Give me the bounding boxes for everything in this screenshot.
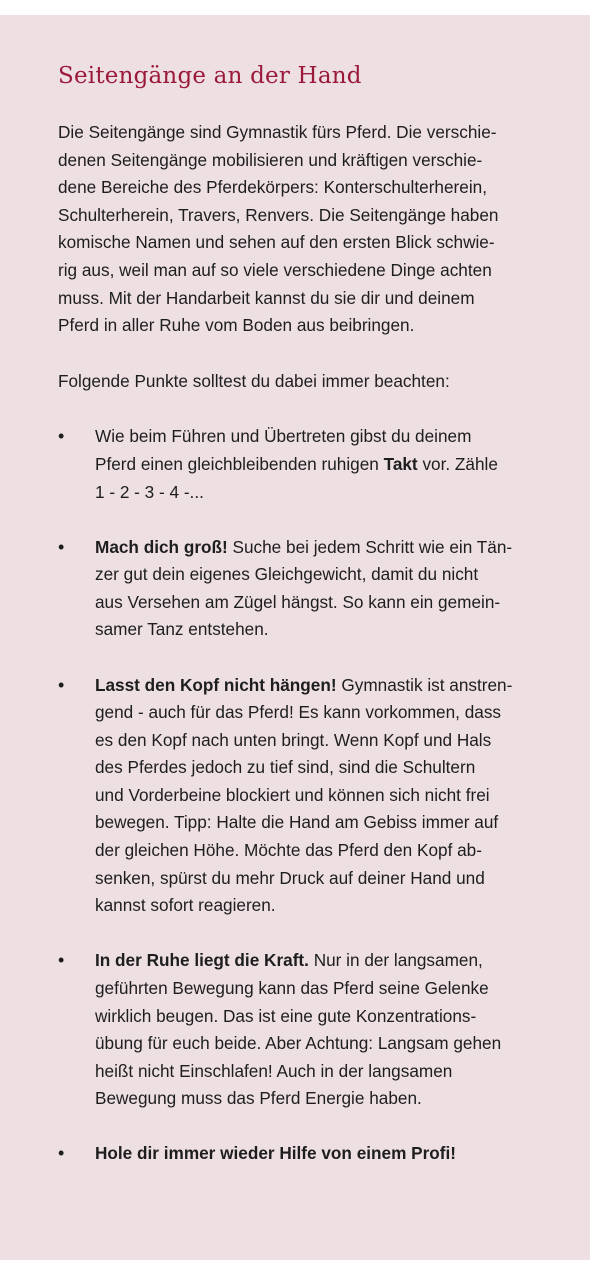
text-run: aus Versehen am Zügel hängst. So kann ein gemein- (95, 591, 501, 612)
text-run: es den Kopf nach unten bringt. Wenn Kopf und Hals (95, 729, 492, 750)
list-item (58, 534, 538, 644)
intro-line: Pferd in aller Ruhe vom Boden aus beibringen. (58, 315, 415, 336)
bullet-icon: • (58, 674, 65, 695)
text-run: zer gut dein eigenes Gleichgewicht, damit du nicht (95, 564, 479, 585)
text-run: wirklich beugen. Das ist eine gute Konzentrations- (95, 1005, 477, 1026)
intro-line: Schulterherein, Travers, Renvers. Die Seitengänge haben (58, 204, 499, 225)
text-run: geführten Bewegung kann das Pferd seine Gelenke (95, 977, 489, 998)
intro-line: denen Seitengänge mobilisieren und kräftigen verschie- (58, 149, 483, 170)
text-run: Wie beim Führen und Übertreten gibst du deinem (95, 426, 472, 447)
bold-text: Mach dich groß! (95, 536, 228, 557)
text-run: übung für euch beide. Aber Achtung: Langsam gehen (95, 1033, 502, 1054)
bullet-icon: • (58, 426, 65, 447)
text-run: Pferd einen gleichbleibenden ruhigen (95, 453, 384, 474)
bullet-icon: • (58, 1143, 65, 1164)
intro-line: dene Bereiche des Pferdekörpers: Konterschulterherein, (58, 177, 487, 198)
article (58, 63, 538, 1196)
text-run: der gleichen Höhe. Möchte das Pferd den Kopf ab- (95, 840, 482, 861)
list-item (58, 423, 538, 506)
text-run: 1 - 2 - 3 - 4 -... (95, 481, 204, 502)
text-run: Nur in der langsamen, (308, 950, 483, 971)
lead-paragraph: Folgende Punkte solltest du dabei immer beachten: (58, 370, 450, 391)
list-item (58, 947, 538, 1113)
text-run: samer Tanz entstehen. (95, 619, 269, 640)
text-run: senken, spürst du mehr Druck auf deiner Hand und (95, 867, 485, 888)
text-run: bewegen. Tipp: Halte die Hand am Gebiss immer auf (95, 812, 499, 833)
bold-text: Takt (383, 453, 418, 474)
text-run: Bewegung muss das Pferd Energie haben. (95, 1088, 422, 1109)
text-run: Gymnastik ist anstren- (336, 674, 513, 695)
text-run: Suche bei jedem Schritt wie ein Tän- (227, 536, 513, 557)
list-item (58, 1140, 538, 1168)
list-item (58, 672, 538, 920)
text-run: gend - auch für das Pferd! Es kann vorkommen, dass (95, 702, 502, 723)
bullet-icon: • (58, 950, 65, 971)
page-title: Seitengänge an der Hand (58, 63, 362, 89)
bold-text: In der Ruhe liegt die Kraft. (95, 950, 309, 971)
intro-paragraph (58, 119, 538, 340)
bold-text: Lasst den Kopf nicht hängen! (95, 674, 337, 695)
text-run: und Vorderbeine blockiert und können sich nicht frei (95, 784, 490, 805)
intro-line: muss. Mit der Handarbeit kannst du sie dir und deinem (58, 287, 475, 308)
text-run: kannst sofort reagieren. (95, 895, 276, 916)
intro-line: Die Seitengänge sind Gymnastik fürs Pferd. Die verschie- (58, 122, 497, 142)
text-run: heißt nicht Einschlafen! Auch in der langsamen (95, 1060, 453, 1081)
text-run: des Pferdes jedoch zu tief sind, sind die Schultern (95, 757, 476, 778)
text-run: vor. Zähle (417, 453, 498, 474)
page-panel (0, 15, 590, 1260)
intro-line: komische Namen und sehen auf den ersten Blick schwie- (58, 232, 495, 253)
tips-list (58, 423, 538, 1168)
bold-text: Hole dir immer wieder Hilfe von einem Profi! (95, 1143, 457, 1164)
bullet-icon: • (58, 536, 65, 557)
intro-line: rig aus, weil man auf so viele verschiedene Dinge achten (58, 259, 492, 280)
